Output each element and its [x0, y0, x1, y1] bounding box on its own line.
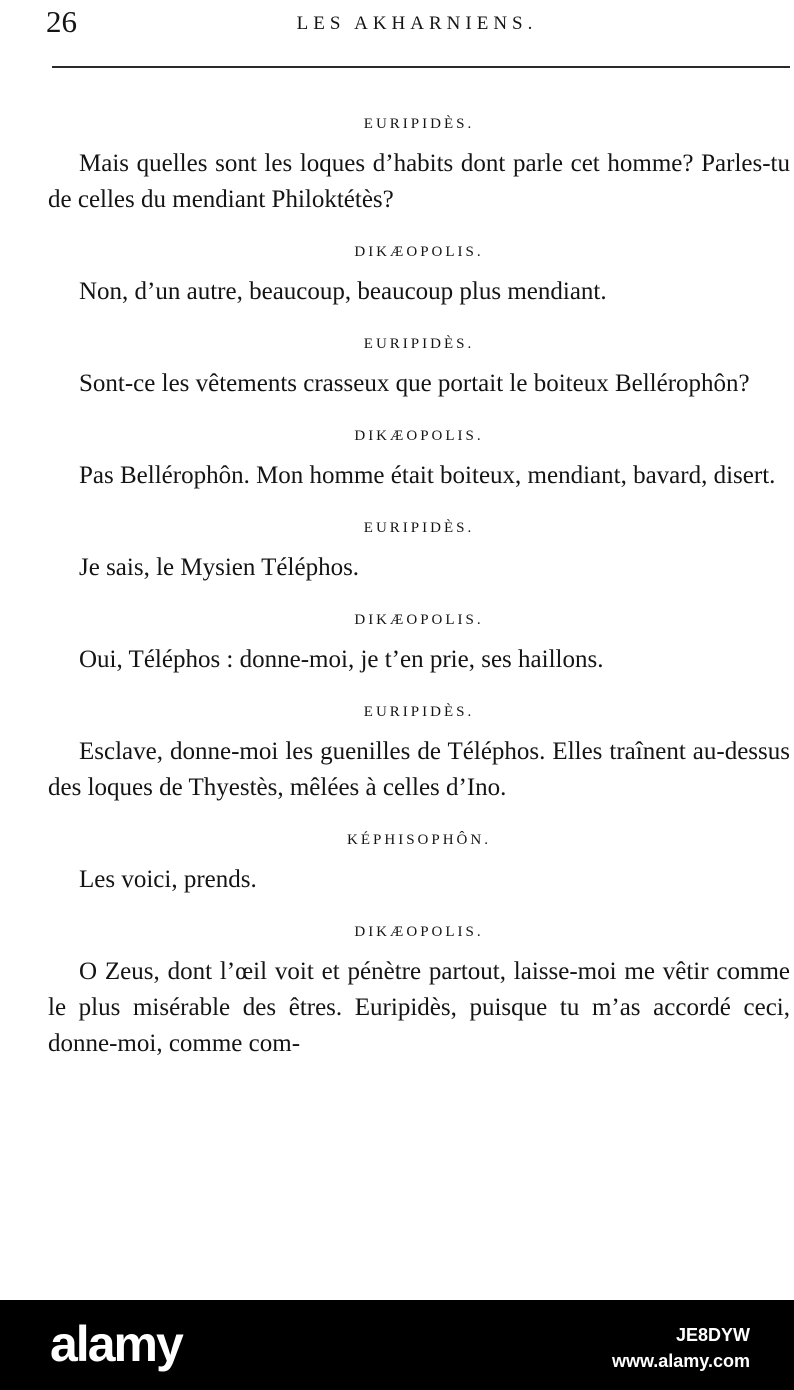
speaker-name: KÉPHISOPHÔN. — [347, 832, 491, 848]
speech-text: Sont-ce les vêtements crasseux que portait le boiteux Bellérophôn? — [79, 370, 750, 397]
dialogue-block — [48, 516, 790, 586]
speaker-name: EURIPIDÈS. — [363, 520, 475, 536]
dialogue-block — [48, 240, 790, 310]
speaker-name: EURIPIDÈS. — [363, 336, 475, 352]
image-id: JE8DYW — [675, 1325, 750, 1345]
speech-text: Non, d’un autre, beaucoup, beaucoup plus mendiant. — [79, 278, 607, 305]
speaker-name: DIKÆOPOLIS. — [354, 244, 484, 260]
page-header — [46, 4, 748, 44]
alamy-logo: alamy — [50, 1316, 182, 1372]
dialogue-block — [48, 332, 790, 402]
dialogue-block — [48, 608, 790, 678]
speaker-name: DIKÆOPOLIS. — [354, 612, 484, 628]
speech-text: Mais quelles sont les loques d’habits dont parle cet homme? Parles-tu de celles du mendiant Philoktétès? — [48, 150, 790, 213]
dialogue-block — [48, 920, 790, 1062]
site-url: www.alamy.com — [611, 1351, 750, 1371]
page-number: 26 — [46, 4, 77, 39]
header-rule — [52, 66, 790, 68]
speaker-name: DIKÆOPOLIS. — [354, 428, 484, 444]
speaker-name: EURIPIDÈS. — [363, 704, 475, 720]
speaker-name: DIKÆOPOLIS. — [354, 924, 484, 940]
speech-text: Oui, Téléphos : donne-moi, je t’en prie, ses haillons. — [79, 646, 604, 673]
dialogue-block — [48, 700, 790, 806]
speech-text: Esclave, donne-moi les guenilles de Téléphos. Elles traînent au-dessus des loques de Thyestès, mêlées à celles d’Ino. — [48, 738, 790, 801]
speech-text: O Zeus, dont l’œil voit et pénètre partout, laisse-moi me vêtir comme le plus misérable des êtres. Euripidès, puisque tu m’as accordé ceci, donne-moi, comme com- — [48, 958, 790, 1057]
watermark-info — [612, 1322, 750, 1374]
dialogue-block — [48, 424, 790, 494]
speaker-name: EURIPIDÈS. — [363, 116, 475, 132]
dialogue-block — [48, 112, 790, 218]
speech-text: Pas Bellérophôn. Mon homme était boiteux, mendiant, bavard, disert. — [79, 462, 776, 489]
dialogue-body — [48, 112, 790, 1084]
speech-text: Les voici, prends. — [79, 866, 257, 893]
running-title: LES AKHARNIENS. — [296, 13, 538, 34]
watermark-bar — [0, 1300, 794, 1390]
speech-text: Je sais, le Mysien Téléphos. — [79, 554, 360, 581]
dialogue-block — [48, 828, 790, 898]
